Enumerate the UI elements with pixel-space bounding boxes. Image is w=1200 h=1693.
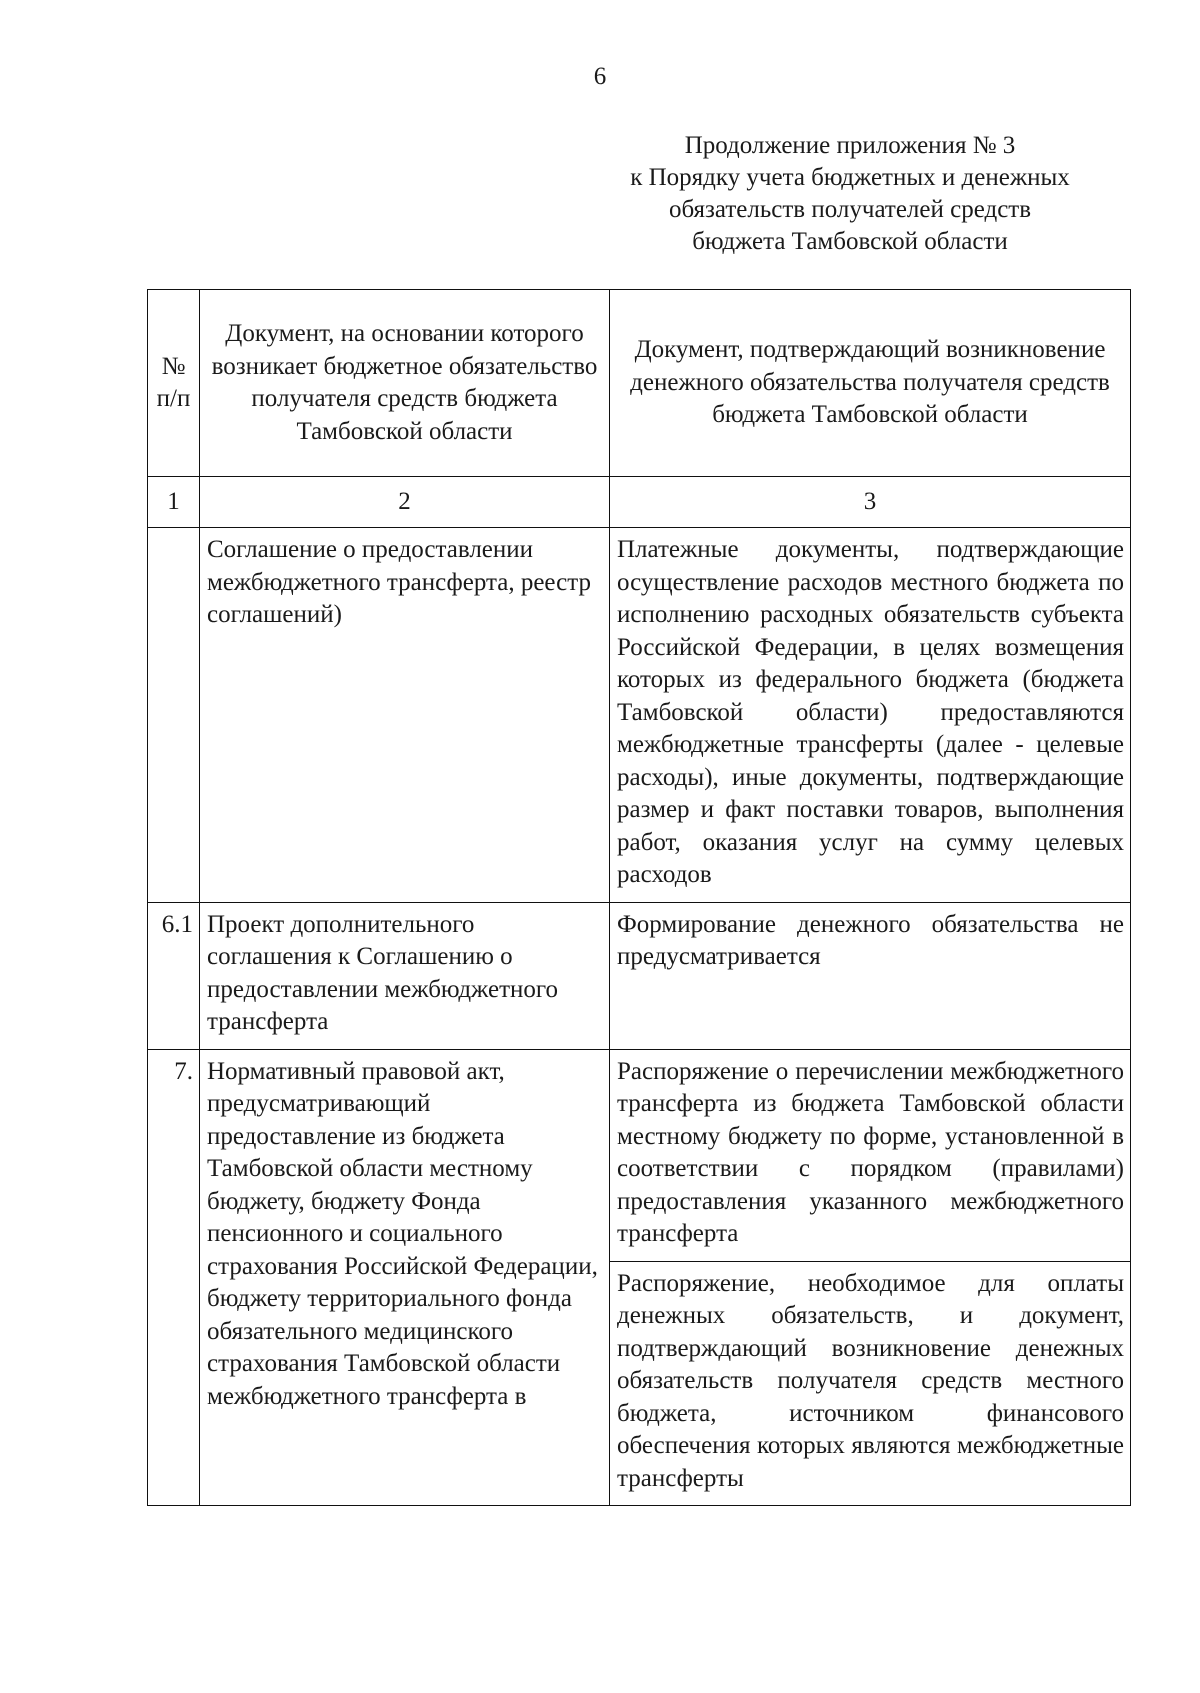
appendix-header-line: к Порядку учета бюджетных и денежных <box>630 164 1070 191</box>
appendix-header <box>580 130 1120 258</box>
confirming-document-cell: Формирование денежного обязательства не предусматривается <box>610 902 1131 1049</box>
column-number: 2 <box>200 477 610 528</box>
obligations-table <box>147 289 1131 1506</box>
appendix-header-line: обязательств получателей средств <box>668 196 1032 223</box>
table-header-row <box>148 290 1131 477</box>
table-row <box>148 902 1131 1049</box>
page-number: 6 <box>593 63 607 90</box>
appendix-header-line: бюджета Тамбовской области <box>692 228 1008 255</box>
basis-document-cell: Нормативный правовой акт, предусматривающий предоставление из бюджета Тамбовской области местному бюджету, бюджету Фонда пенсионного и социального страхования Российской Федерации, бюджету территориального фонда обязательного медицинского страхования Тамбовской области межбюджетного трансферта в <box>200 1049 610 1506</box>
confirming-document-cell: Платежные документы, подтверждающие осуществление расходов местного бюджета по исполнению расходных обязательств субъекта Российской Федерации, в целях возмещения которых из федерального бюджета (бюджета Тамбовской области) предоставляются межбюджетные трансферты (далее - целевые расходы), иные документы, подтверждающие размер и факт поставки товаров, выполнения работ, оказания услуг на сумму целевых расходов <box>610 528 1131 903</box>
row-number <box>148 528 200 903</box>
column-numbers-row <box>148 477 1131 528</box>
confirming-document-cell: Распоряжение, необходимое для оплаты денежных обязательств, и документ, подтверждающий возникновение денежных обязательств получателя средств местного бюджета, источником финансового обеспечения которых являются межбюджетные трансферты <box>610 1261 1131 1506</box>
column-header-confirming-document: Документ, подтверждающий возникновение денежного обязательства получателя средств бюджета Тамбовской области <box>610 290 1131 477</box>
row-number: 7. <box>148 1049 200 1506</box>
basis-document-cell: Соглашение о предоставлении межбюджетного трансферта, реестр соглашений) <box>200 528 610 903</box>
confirming-document-cell: Распоряжение о перечислении межбюджетного трансферта из бюджета Тамбовской области местному бюджету по форме, установленной в соответствии с порядком (правилами) предоставления указанного межбюджетного трансферта <box>610 1049 1131 1261</box>
appendix-header-line: Продолжение приложения № 3 <box>684 132 1016 159</box>
basis-document-cell: Проект дополнительного соглашения к Соглашению о предоставлении межбюджетного трансферта <box>200 902 610 1049</box>
column-number: 3 <box>610 477 1131 528</box>
row-number: 6.1 <box>148 902 200 1049</box>
table-row <box>148 1049 1131 1261</box>
column-header-number: № п/п <box>148 290 200 477</box>
column-number: 1 <box>148 477 200 528</box>
table-row <box>148 528 1131 903</box>
column-header-basis-document: Документ, на основании которого возникает бюджетное обязательство получателя средств бюджета Тамбовской области <box>200 290 610 477</box>
